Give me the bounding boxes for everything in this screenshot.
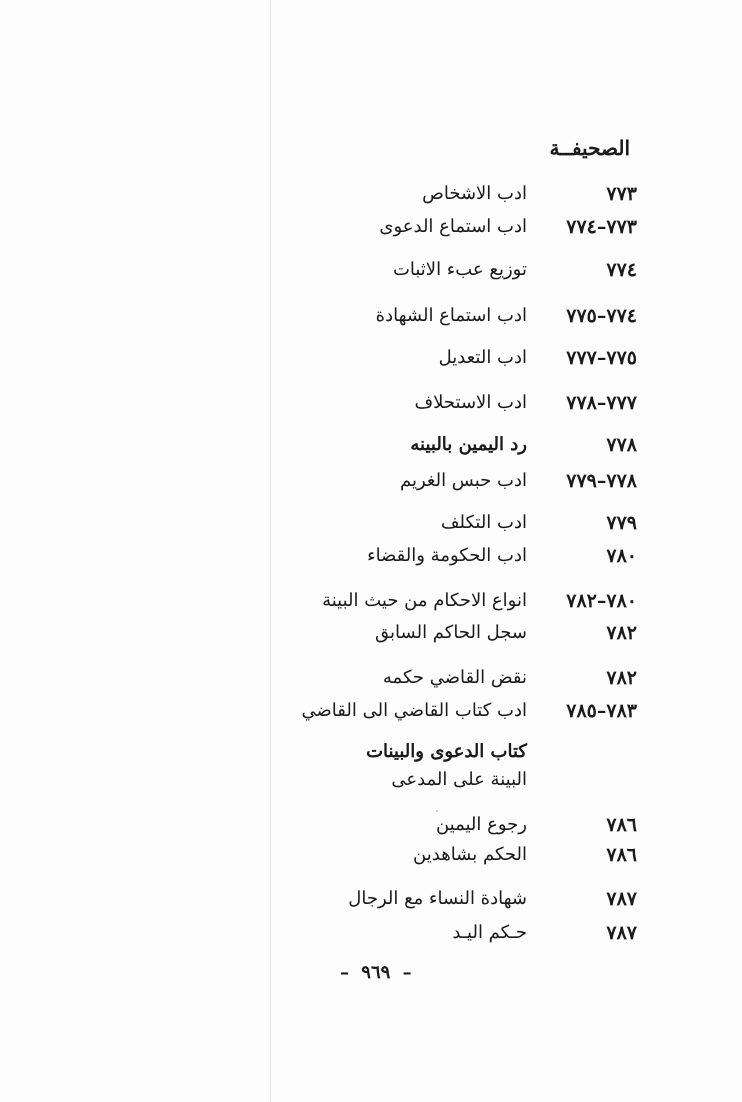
toc-page-ref: ٧٨٣–٧٨٥ [566, 700, 637, 722]
toc-entry-title: ادب كتاب القاضي الى القاضي [301, 700, 527, 721]
toc-entry [0, 814, 742, 844]
toc-page-ref: ٧٧٨ [606, 434, 637, 456]
toc-page-ref: ٧٧٧–٧٧٨ [566, 392, 637, 414]
toc-entry-title: سجل الحاكم السابق [375, 622, 527, 643]
toc-page-ref: ٧٨٠–٧٨٢ [566, 590, 637, 612]
toc-entry [0, 667, 742, 697]
toc-entry [0, 392, 742, 422]
toc-entry [0, 844, 742, 874]
toc-entry [0, 700, 742, 730]
toc-entry-title: ادب الاستحلاف [414, 392, 527, 413]
toc-page-ref: ٧٨٢ [606, 622, 637, 644]
toc-page-ref: ٧٧٥–٧٧٧ [566, 347, 637, 369]
toc-page-ref: ٧٧٣–٧٧٤ [566, 216, 637, 238]
footer-dash: – [340, 962, 349, 983]
toc-page-ref: ٧٨٦ [606, 814, 637, 836]
toc-entry-title: ادب حبس الغريم [399, 470, 527, 491]
toc-entry [0, 183, 742, 213]
toc-entry-title: ادب التعديل [438, 347, 527, 368]
toc-entry [0, 622, 742, 652]
toc-entry [0, 545, 742, 575]
toc-page-ref: ٧٨٧ [606, 888, 637, 910]
toc-entry-title: رجوع اليمين [435, 814, 527, 835]
page-number: ٩٦٩ [361, 962, 391, 983]
toc-page-ref: ٧٧٤ [606, 259, 637, 281]
toc-entry [0, 512, 742, 542]
footer-dash: – [402, 962, 412, 983]
toc-entry [0, 922, 742, 952]
toc-entry-title: حـكم اليـد [452, 922, 527, 943]
toc-entry-title: ادب التكلف [440, 512, 527, 533]
toc-entry [0, 216, 742, 246]
toc-entry [0, 305, 742, 335]
toc-entry-title: انواع الاحكام من حيث البينة [322, 590, 527, 611]
toc-entry-title: ادب الحكومة والقضاء [367, 545, 527, 566]
toc-entry [0, 590, 742, 620]
toc-entry-title: البينة على المدعى [391, 769, 527, 790]
page-number-footer [340, 962, 412, 983]
toc-entry-title: توزيع عبء الاثبات [392, 259, 527, 280]
toc-page-ref: ٧٧٣ [606, 183, 637, 205]
toc-entry-title: ادب استماع الدعوى [379, 216, 527, 237]
toc-entry [0, 769, 742, 799]
toc-page-ref: ٧٧٩ [606, 512, 637, 534]
toc-entry-title: شهادة النساء مع الرجال [348, 888, 527, 909]
toc-entry [0, 259, 742, 289]
toc-page-ref: ٧٨٧ [606, 922, 637, 944]
toc-page-ref: ٧٨٢ [606, 667, 637, 689]
toc-entry-title: الحكم بشاهدين [413, 844, 527, 865]
toc-entry-title: ادب الاشخاص [422, 183, 527, 204]
toc-entry [0, 888, 742, 918]
toc-entry [0, 347, 742, 377]
column-header-page: الصحيفــة [549, 136, 630, 160]
toc-entry-title: رد اليمين بالبينه [410, 434, 527, 455]
toc-page-ref: ٧٧٨–٧٧٩ [566, 470, 637, 492]
toc-entry-title: ادب استماع الشهادة [375, 305, 527, 326]
toc-page-ref: ٧٨٠ [606, 545, 637, 567]
toc-entry [0, 434, 742, 464]
toc-page-ref: ٧٨٦ [606, 844, 637, 866]
toc-entry-title: نقض القاضي حكمه [382, 667, 527, 688]
toc-section-heading [0, 741, 742, 771]
paper-speck [436, 810, 438, 812]
toc-page-ref: ٧٧٤–٧٧٥ [566, 305, 637, 327]
toc-section-title: كتاب الدعوى والبينات [366, 741, 527, 762]
toc-entry [0, 470, 742, 500]
